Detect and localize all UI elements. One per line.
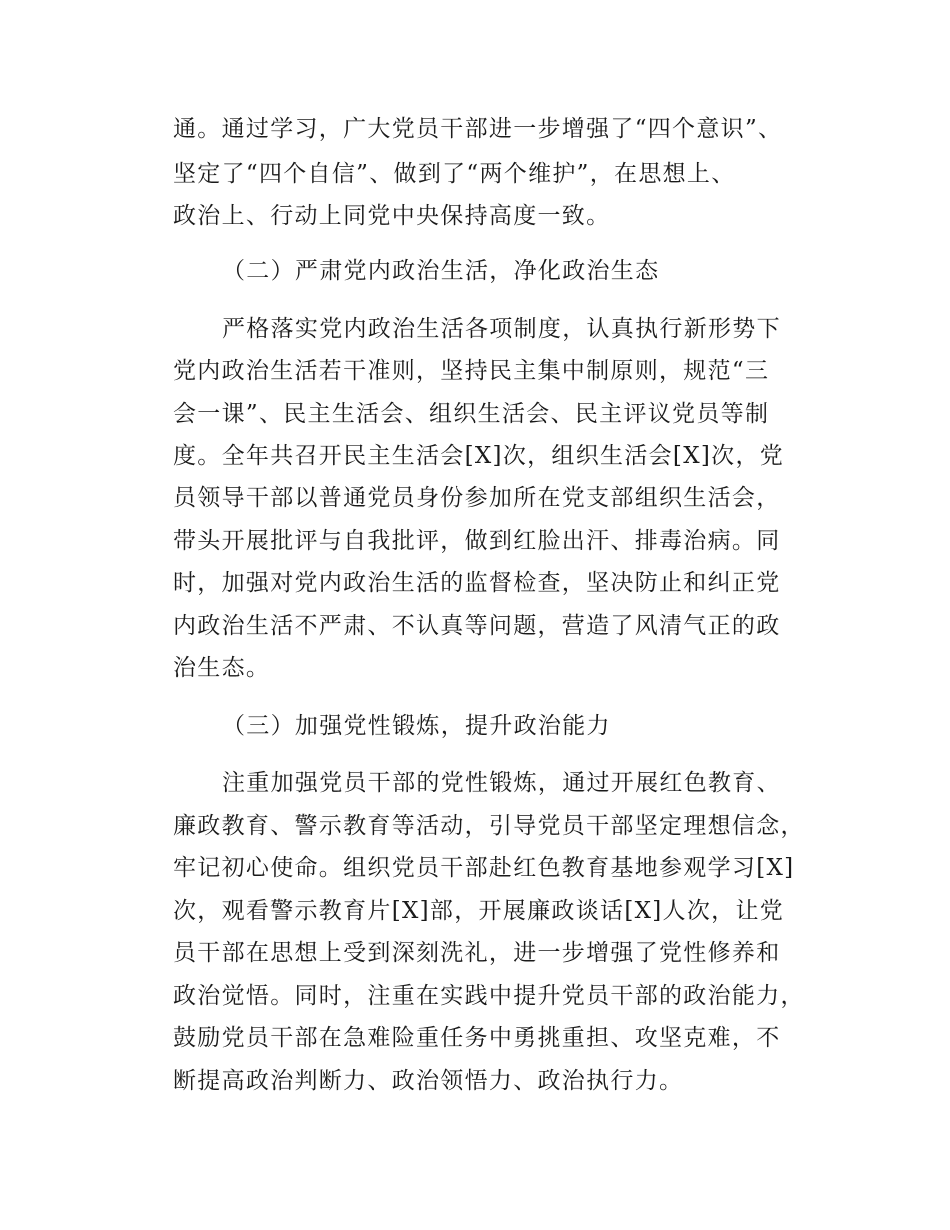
para3-line-1: 注重加强党员干部的党性锻炼，通过开展红色教育、 (222, 770, 781, 796)
para2-line-7: 时，加强对党内政治生活的监督检查，坚决防止和纠正党 (173, 570, 781, 596)
para3-line-5: 员干部在思想上受到深刻洗礼，进一步增强了党性修养和 (173, 940, 781, 966)
section-heading-3: （三）加强党性锻炼，提升政治能力 (222, 713, 611, 739)
para2-line-3: 会一课”、民主生活会、组织生活会、民主评议党员等制 (173, 401, 770, 427)
para1-line-1: 通。通过学习，广大党员干部进一步增强了“四个意识”、 (173, 116, 783, 142)
para2-line-9: 治生态。 (173, 655, 271, 681)
para2-line-1: 严格落实党内政治生活各项制度，认真执行新形势下 (222, 316, 781, 342)
para3-line-8: 断提高政治判断力、政治领悟力、政治执行力。 (173, 1068, 684, 1094)
para2-line-2: 党内政治生活若干准则，坚持民主集中制原则，规范“三 (173, 358, 770, 384)
para2-line-4: 度。全年共召开民主生活会[X]次，组织生活会[X]次，党 (173, 443, 785, 469)
para3-line-4: 次，观看警示教育片[X]部，开展廉政谈话[X]人次，让党 (173, 898, 785, 924)
para2-line-8: 内政治生活不严肃、不认真等问题，营造了风清气正的政 (173, 613, 781, 639)
section-heading-2: （二）严肃党内政治生活，净化政治生态 (222, 258, 660, 284)
para2-line-5: 员领导干部以普通党员身份参加所在党支部组织生活会， (173, 485, 781, 511)
para3-line-6: 政治觉悟。同时，注重在实践中提升党员干部的政治能力， (173, 983, 805, 1009)
para3-line-3: 牢记初心使命。组织党员干部赴红色教育基地参观学习[X] (173, 855, 795, 881)
para1-line-3: 政治上、行动上同党中央保持高度一致。 (173, 203, 611, 229)
para3-line-7: 鼓励党员干部在急难险重任务中勇挑重担、攻坚克难，不 (173, 1025, 781, 1051)
para3-line-2: 廉政教育、警示教育等活动，引导党员干部坚定理想信念， (173, 813, 805, 839)
para1-line-2: 坚定了“四个自信”、做到了“两个维护”，在思想上、 (173, 161, 736, 187)
para2-line-6: 带头开展批评与自我批评，做到红脸出汗、排毒治病。同 (173, 528, 781, 554)
